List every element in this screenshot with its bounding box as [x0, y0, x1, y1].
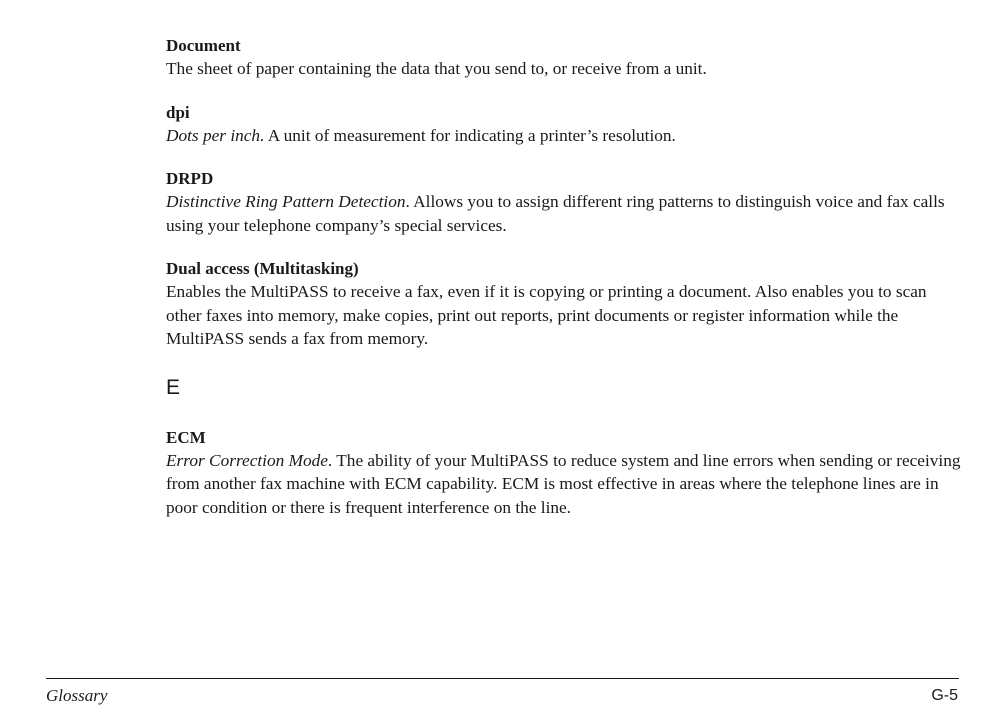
definition-text: The sheet of paper containing the data that you send to, or receive from a unit.	[166, 59, 707, 78]
glossary-definition	[166, 57, 966, 81]
definition-italic-text: Error Correction Mode	[166, 450, 328, 470]
section-letter-heading: E	[166, 375, 181, 399]
glossary-definition	[166, 449, 966, 520]
glossary-entry-drpd	[166, 168, 966, 237]
glossary-term: ECM	[166, 427, 206, 447]
glossary-entry-document	[166, 35, 966, 81]
definition-text: A unit of measurement for indicating a printer’s resolution.	[264, 125, 676, 145]
footer-section-name: Glossary	[46, 686, 108, 705]
glossary-term: Dual access (Multitasking)	[166, 259, 359, 278]
definition-text: Enables the MultiPASS to receive a fax, even if it is copying or printing a document. Also enables you to scan other faxes into memory, make copies, print out reports, print documents or register information while the MultiPASS sends a fax from memory.	[166, 282, 927, 348]
glossary-term: dpi	[166, 102, 190, 122]
glossary-term: Document	[166, 36, 241, 55]
footer-page-number: G-5	[931, 687, 958, 704]
glossary-entry-dpi	[166, 102, 966, 148]
glossary-entry-ecm	[166, 427, 966, 520]
footer-divider	[46, 678, 959, 679]
definition-text: . The ability of your MultiPASS to reduce system and line errors when sending or receiving from another fax machine with ECM capability. ECM is most effective in areas where the telephone lines are in poor condition or there is frequent interference on the line.	[166, 450, 961, 517]
definition-italic-text: Distinctive Ring Pattern Detection	[166, 192, 406, 211]
glossary-content	[166, 35, 966, 519]
glossary-definition	[166, 124, 966, 148]
definition-text: . Allows you to assign different ring patterns to distinguish voice and fax calls using your telephone company’s special services.	[166, 192, 945, 235]
glossary-definition	[166, 280, 966, 351]
glossary-entry-dual-access	[166, 258, 966, 351]
glossary-term: DRPD	[166, 169, 214, 188]
glossary-definition	[166, 190, 966, 237]
definition-italic-text: Dots per inch.	[166, 125, 265, 145]
